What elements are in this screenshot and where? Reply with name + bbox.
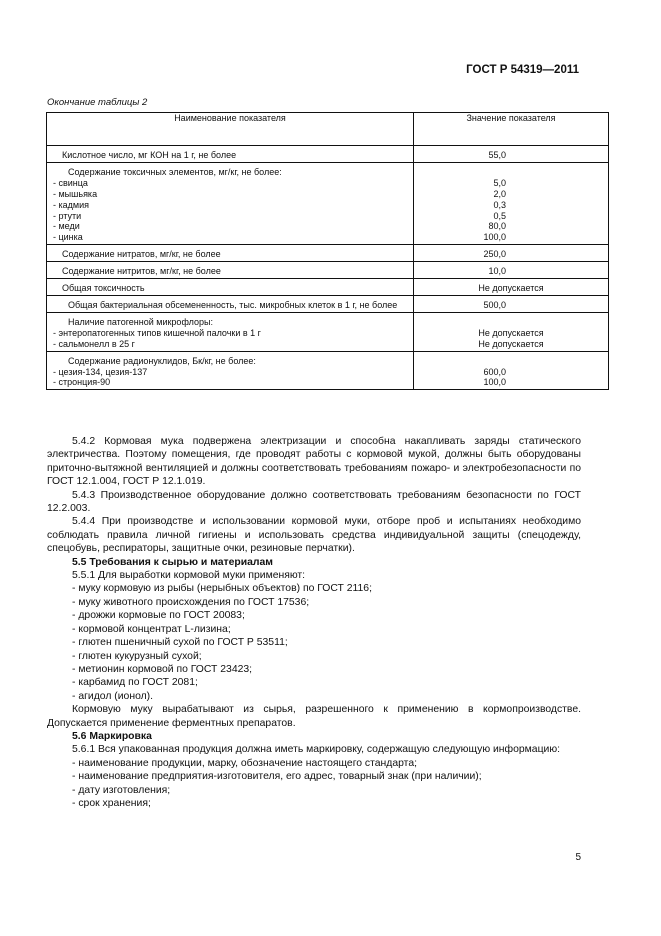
list-item: - дату изготовления; xyxy=(72,784,171,796)
document-code: ГОСТ Р 54319—2011 xyxy=(466,64,579,76)
table-caption: Окончание таблицы 2 xyxy=(47,97,148,108)
row-value: 100,0 xyxy=(483,377,506,388)
table-row xyxy=(47,279,609,296)
paragraph-5-4-3: 5.4.3 Производственное оборудование должно соответствовать требованиям безопасности по ГОСТ 12.2.003. xyxy=(47,489,581,515)
row-value: Не допускается xyxy=(478,338,544,349)
row-value: 5,0 xyxy=(493,177,506,188)
row-value: 600,0 xyxy=(483,366,506,377)
row-value: 10,0 xyxy=(488,266,506,277)
row-value: 500,0 xyxy=(483,299,506,310)
row-label: Общая токсичность xyxy=(62,283,145,294)
table-row xyxy=(47,162,609,244)
row-value: 100,0 xyxy=(483,232,506,243)
table-row xyxy=(47,146,609,163)
list-item: - глютен кукурузный сухой; xyxy=(72,650,202,662)
row-label: Общая бактериальная обсемененность, тыс. микробных клеток в 1 г, не более xyxy=(68,299,398,310)
table-row xyxy=(47,295,609,312)
list-item: - цезия-134, цезия-137 xyxy=(53,366,148,377)
paragraph-5-6-1: 5.6.1 Вся упакованная продукция должна иметь маркировку, содержащую следующую информацию: xyxy=(72,744,561,756)
row-label: Содержание токсичных элементов, мг/кг, не более: xyxy=(68,166,282,177)
list-item: - срок хранения; xyxy=(72,797,151,809)
list-item: - энтеропатогенных типов кишечной палочки в 1 г xyxy=(53,327,261,338)
row-value: 0,5 xyxy=(493,210,506,221)
paragraph-5-5-1: 5.5.1 Для выработки кормовой муки применяют: xyxy=(72,570,306,582)
row-label: Наличие патогенной микрофлоры: xyxy=(68,316,213,327)
list-item: - мышьяка xyxy=(53,188,98,199)
table-row xyxy=(47,262,609,279)
paragraph-5-5-end: Кормовую муку вырабатывают из сырья, разрешенного к применению в кормопроизводстве. Допускается применение ферментных препаратов. xyxy=(47,704,581,729)
section-heading-5-5: 5.5 Требования к сырью и материалам xyxy=(72,556,273,568)
list-item: - ртути xyxy=(53,210,82,221)
table-row xyxy=(47,351,609,390)
list-item: - меди xyxy=(53,221,80,232)
section-heading-5-6: 5.6 Маркировка xyxy=(72,730,152,742)
row-value: 55,0 xyxy=(488,150,506,160)
row-value: 0,3 xyxy=(493,199,506,210)
table-row xyxy=(47,312,609,351)
list-item: - агидол (ионол). xyxy=(72,690,154,702)
page-number: 5 xyxy=(575,852,581,863)
column-header-value: Значение показателя xyxy=(414,113,609,146)
row-label: Содержание радионуклидов, Бк/кг, не более: xyxy=(68,355,256,366)
list-item: - метионин кормовой по ГОСТ 23423; xyxy=(72,663,253,675)
table-header-row xyxy=(47,113,609,146)
row-value: 250,0 xyxy=(483,249,506,260)
table-row xyxy=(47,245,609,262)
row-label: Кислотное число, мг КОН на 1 г, не более xyxy=(62,150,237,160)
list-item: - цинка xyxy=(53,232,83,243)
list-item: - кадмия xyxy=(53,199,89,210)
body-text xyxy=(47,435,581,810)
row-label: Содержание нитратов, мг/кг, не более xyxy=(62,249,221,260)
list-item: - дрожжи кормовые по ГОСТ 20083; xyxy=(72,610,245,622)
list-item: - наименование продукции, марку, обозначение настоящего стандарта; xyxy=(72,757,417,769)
list-item: - муку кормовую из рыбы (нерыбных объектов) по ГОСТ 2116; xyxy=(72,583,372,595)
list-item: - сальмонелл в 25 г xyxy=(53,338,135,349)
indicators-table xyxy=(46,112,609,390)
row-value: Не допускается xyxy=(478,283,544,294)
list-item: - карбамид по ГОСТ 2081; xyxy=(72,677,198,689)
paragraph-5-4-4: 5.4.4 При производстве и использовании кормовой муки, отборе проб и испытаниях необходимо соблюдать правила личной гигиены и использовать средства индивидуальной защиты (спецодежду, спецобувь, респираторы, защитные очки, резиновые перчатки). xyxy=(47,516,581,555)
row-label: Содержание нитритов, мг/кг, не более xyxy=(62,266,221,277)
list-item: - стронция-90 xyxy=(53,377,111,388)
column-header-name: Наименование показателя xyxy=(47,113,414,146)
row-value: 80,0 xyxy=(488,221,506,232)
list-item: - муку животного происхождения по ГОСТ 17536; xyxy=(72,596,310,608)
list-item: - наименование предприятия-изготовителя, его адрес, товарный знак (при наличии); xyxy=(72,771,482,783)
row-value: 2,0 xyxy=(493,188,506,199)
paragraph-5-4-2: 5.4.2 Кормовая мука подвержена электризации и способна накапливать заряды статического электричества. Поэтому помещения, где проводят работы с кормовой мукой, должны быть оборудованы приточно-вытяжной вентиляцией и должны соответствовать требованиям пожаро- и электробезопасности по ГОСТ 12.1.004, ГОСТ Р 12.1.019. xyxy=(47,436,581,488)
list-item: - кормовой концентрат L-лизина; xyxy=(72,623,231,635)
row-value: Не допускается xyxy=(478,327,544,338)
list-item: - свинца xyxy=(53,177,88,188)
list-item: - глютен пшеничный сухой по ГОСТ Р 53511; xyxy=(72,637,288,649)
